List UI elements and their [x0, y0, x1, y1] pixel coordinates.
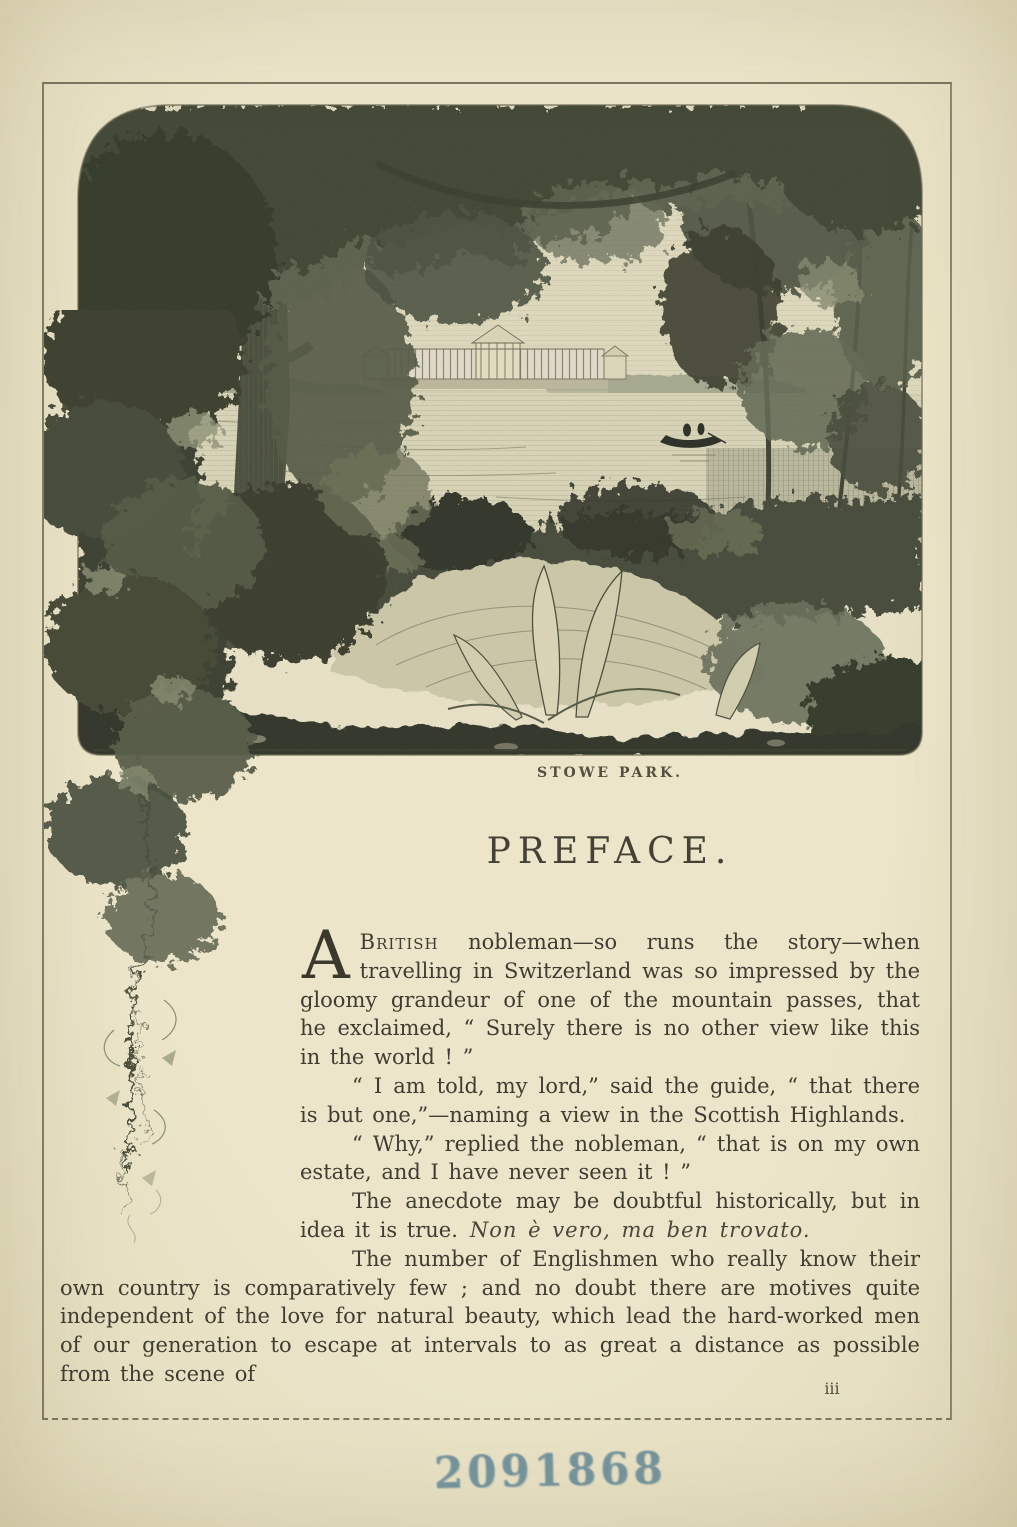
paragraph-4-text: The anecdote may be doubtful historically, but in idea it is true.: [300, 1189, 920, 1242]
paragraph-1-text: nobleman—so runs the story—when travelling in Switzerland was so impressed by the gloomy grandeur of one of the mountain passes, that he exclaimed, “ Surely there is no other view like this in the world ! ”: [300, 930, 920, 1070]
paragraph-nobleman-reply: “ Why,” replied the nobleman, “ that is on my own estate, and I have never seen it ! ”: [300, 1131, 920, 1185]
page-number: iii: [824, 1379, 840, 1398]
dropcap-letter: A: [302, 917, 350, 994]
text-block: [60, 765, 920, 1389]
paragraph-englishmen: The number of Englishmen who really know their own country is comparatively few ; and no doubt there are motives quite independent of the love for natural beauty, which lead the hard-worked men of our generation to escape at intervals to as great a distance as possible from the scene of: [60, 1246, 920, 1386]
italian-proverb: Non è vero, ma ben trovato.: [469, 1217, 811, 1242]
library-stamp: 2091868: [433, 1442, 668, 1499]
page-title: PREFACE.: [486, 831, 734, 872]
illustration-caption: STOWE PARK.: [536, 765, 684, 781]
smallcaps-word: British: [359, 930, 439, 954]
paragraph-guide-reply: “ I am told, my lord,” said the guide, “ that there is but one,”—naming a view in the Scottish Highlands.: [300, 1073, 920, 1127]
ivy-border-spacer: [60, 765, 300, 1252]
